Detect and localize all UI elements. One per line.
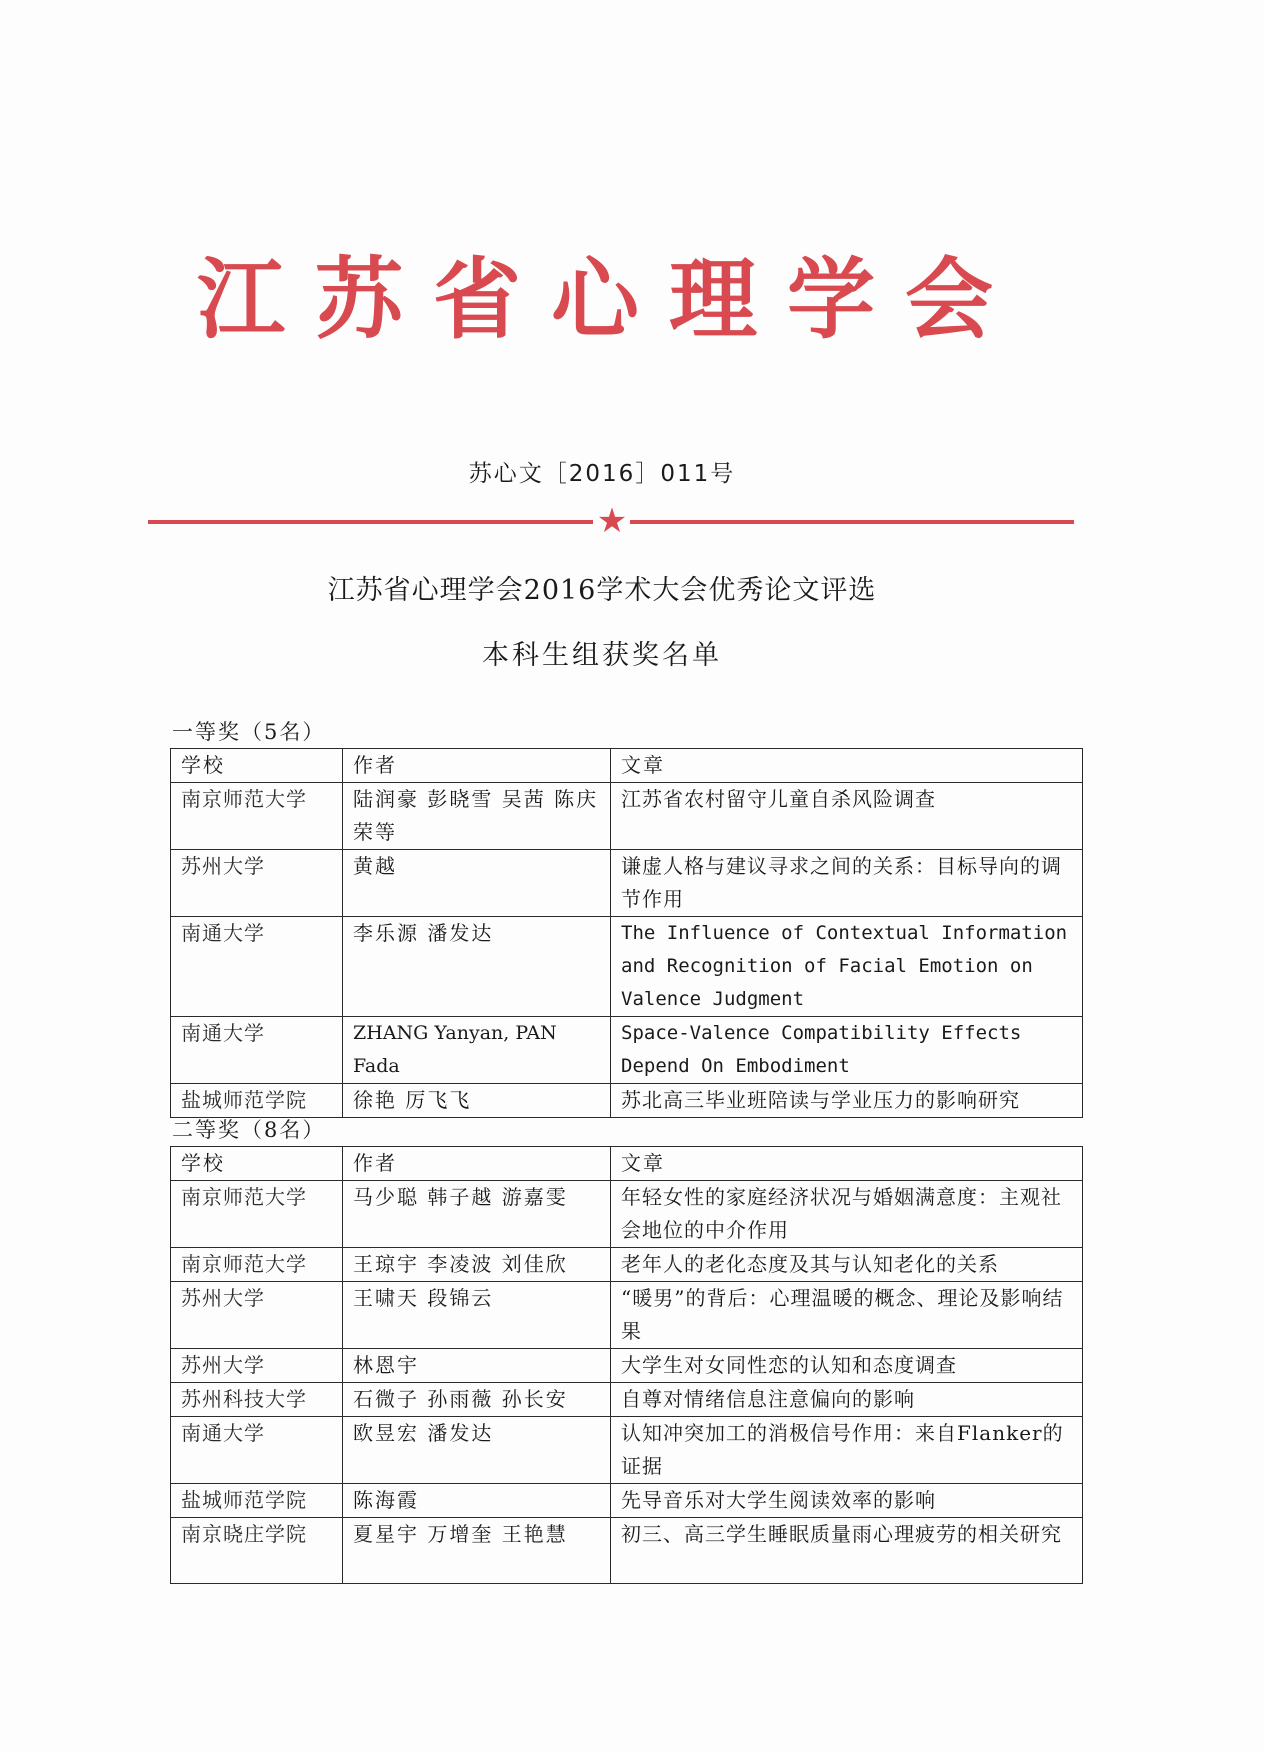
author-cell: 李乐源 潘发达 [343,917,611,1017]
table-row [171,1017,1083,1084]
table-row [171,1383,1083,1417]
table-row [171,1248,1083,1282]
table-row [171,1084,1083,1118]
school-cell: 盐城师范学院 [171,1084,343,1118]
column-header-article: 文章 [611,1147,1083,1181]
article-cell: 老年人的老化态度及其与认知老化的关系 [611,1248,1083,1282]
school-cell: 南通大学 [171,917,343,1017]
table-header-row [171,1147,1083,1181]
column-header-school: 学校 [171,1147,343,1181]
document-subtitle: 本科生组获奖名单 [482,640,722,671]
document-title: 江苏省心理学会2016学术大会优秀论文评选 [327,575,877,606]
table-row [171,1349,1083,1383]
school-cell: 苏州大学 [171,1282,343,1349]
article-cell: 大学生对女同性恋的认知和态度调查 [611,1349,1083,1383]
article-cell: 自尊对情绪信息注意偏向的影响 [611,1383,1083,1417]
table-row [171,1518,1083,1584]
red-rule-left [148,520,593,524]
school-cell: 南京师范大学 [171,783,343,850]
author-cell: ZHANG Yanyan, PAN Fada [343,1017,611,1084]
author-cell: 石微子 孙雨薇 孙长安 [343,1383,611,1417]
column-header-school: 学校 [171,749,343,783]
document-number: 苏心文［2016］011号 [468,461,736,487]
author-cell: 徐艳 厉飞飞 [343,1084,611,1118]
school-cell: 盐城师范学院 [171,1484,343,1518]
table-row [171,917,1083,1017]
table-row [171,850,1083,917]
article-cell: 苏北高三毕业班陪读与学业压力的影响研究 [611,1084,1083,1118]
school-cell: 南通大学 [171,1017,343,1084]
school-cell: 南京晓庄学院 [171,1518,343,1584]
author-cell: 王啸天 段锦云 [343,1282,611,1349]
school-cell: 南京师范大学 [171,1181,343,1248]
article-cell: 先导音乐对大学生阅读效率的影响 [611,1484,1083,1518]
table-row [171,1484,1083,1518]
second-prize-table [170,1146,1083,1584]
author-cell: 黄越 [343,850,611,917]
author-cell: 马少聪 韩子越 游嘉雯 [343,1181,611,1248]
author-cell: 王琼宇 李凌波 刘佳欣 [343,1248,611,1282]
author-cell: 林恩宇 [343,1349,611,1383]
author-cell: 陆润豪 彭晓雪 吴茜 陈庆荣等 [343,783,611,850]
column-header-article: 文章 [611,749,1083,783]
table-row [171,783,1083,850]
article-cell: 江苏省农村留守儿童自杀风险调查 [611,783,1083,850]
school-cell: 苏州大学 [171,1349,343,1383]
school-cell: 南通大学 [171,1417,343,1484]
article-cell: 认知冲突加工的消极信号作用：来自Flanker的证据 [611,1417,1083,1484]
school-cell: 南京师范大学 [171,1248,343,1282]
star-icon: ★ [596,501,628,541]
first-prize-table [170,748,1083,1118]
author-cell: 夏星宇 万增奎 王艳慧 [343,1518,611,1584]
second-prize-heading: 二等奖（8名） [172,1118,326,1142]
table-row [171,1181,1083,1248]
first-prize-heading: 一等奖（5名） [172,720,326,744]
article-cell: 谦虚人格与建议寻求之间的关系：目标导向的调节作用 [611,850,1083,917]
table-row [171,1282,1083,1349]
school-cell: 苏州科技大学 [171,1383,343,1417]
article-cell: “暖男”的背后：心理温暖的概念、理论及影响结果 [611,1282,1083,1349]
column-header-author: 作者 [343,1147,611,1181]
column-header-author: 作者 [343,749,611,783]
table-row [171,1417,1083,1484]
author-cell: 欧昱宏 潘发达 [343,1417,611,1484]
school-cell: 苏州大学 [171,850,343,917]
article-cell: Space-Valence Compatibility Effects Depend On Embodiment [611,1017,1083,1084]
organization-letterhead: 江苏省心理学会 [196,247,1023,351]
article-cell: The Influence of Contextual Information and Recognition of Facial Emotion on Valence Judgment [611,917,1083,1017]
red-rule-right [630,520,1074,524]
table-header-row [171,749,1083,783]
article-cell: 初三、高三学生睡眠质量雨心理疲劳的相关研究 [611,1518,1083,1584]
author-cell: 陈海霞 [343,1484,611,1518]
article-cell: 年轻女性的家庭经济状况与婚姻满意度：主观社会地位的中介作用 [611,1181,1083,1248]
